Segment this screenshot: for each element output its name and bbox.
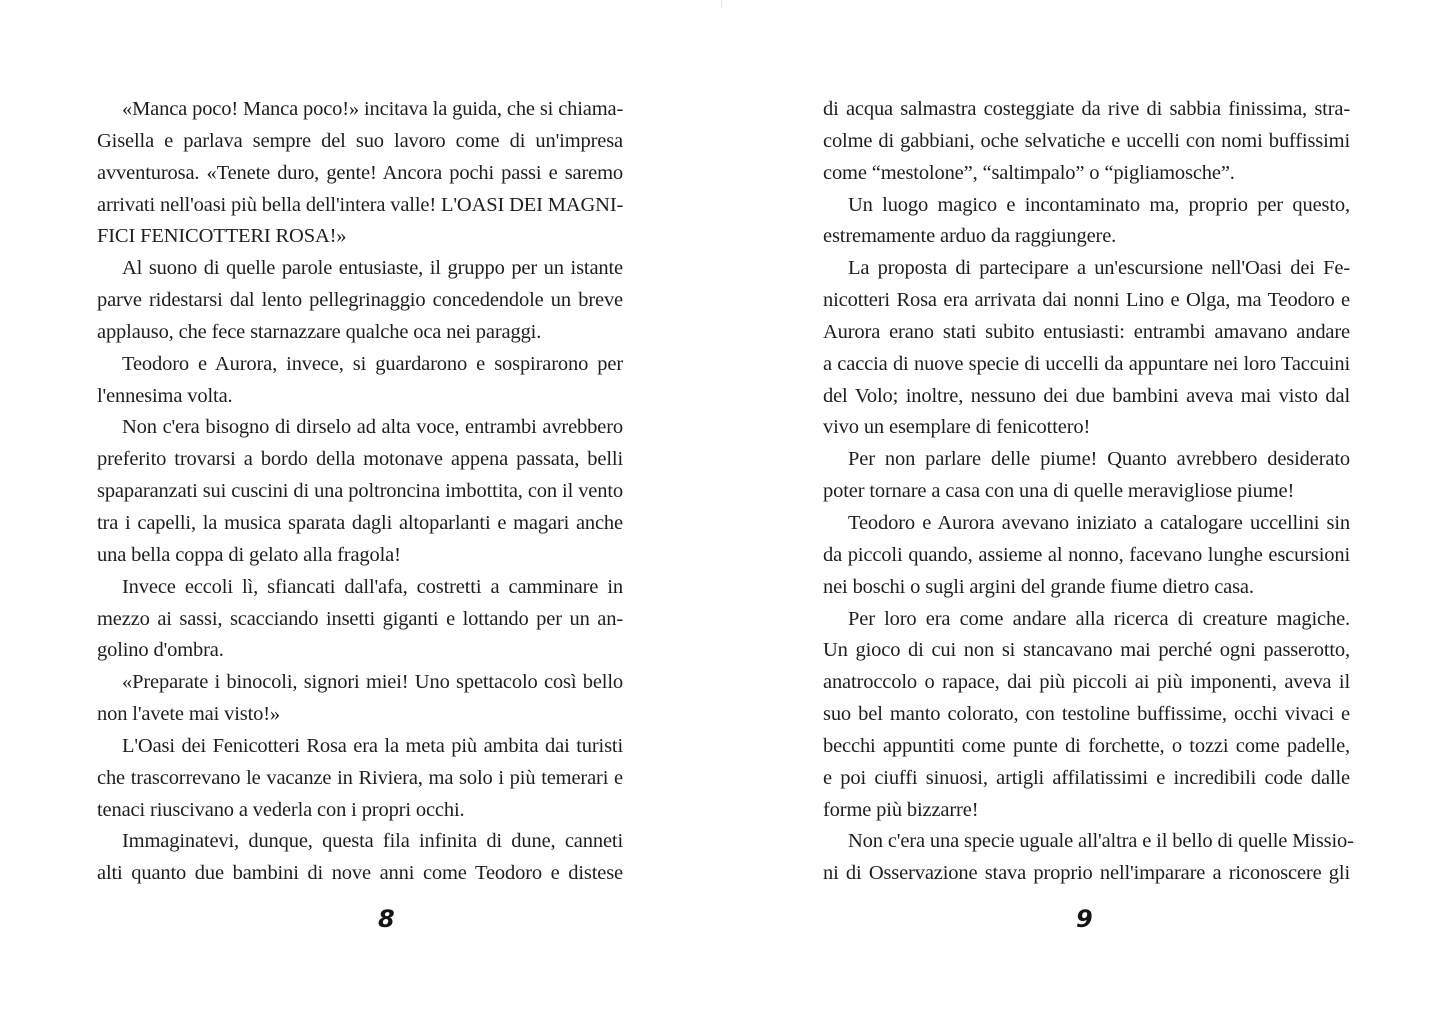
text-line: Per loro era come andare alla ricerca di creature magiche. (848, 607, 1350, 630)
text-line: del Volo; inoltre, nessuno dei due bambini aveva mai visto dal (823, 384, 1350, 407)
text-line: preferito trovarsi a bordo della motonave appena passata, belli (97, 448, 623, 471)
text-line: Aurora erano stati subito entusiasti: entrambi amavano andare (823, 320, 1350, 343)
text-line: spaparanzati sui cuscini di una poltroncina imbottita, con il vento (97, 480, 623, 503)
text-line: da piccoli quando, assieme al nonno, facevano lunghe escursioni (823, 543, 1350, 566)
right-page-text (823, 94, 1354, 890)
text-line: ni di Osservazione stava proprio nell'imparare a riconoscere gli (823, 862, 1350, 885)
text-line: Non c'era bisogno di dirselo ad alta voce, entrambi avrebbero (122, 416, 623, 439)
text-line: Un gioco di cui non si stancavano mai perché ogni passerotto, (823, 639, 1350, 662)
text-line: L'Oasi dei Fenicotteri Rosa era la meta più ambita dai turisti (122, 734, 623, 757)
text-line: La proposta di partecipare a un'escursione nell'Oasi dei Fe- (848, 257, 1350, 280)
text-line: applauso, che fece starnazzare qualche oca nei paraggi. (97, 320, 542, 343)
text-line: Immaginatevi, dunque, questa fila infinita di dune, canneti (122, 830, 623, 853)
text-line: Al suono di quelle parole entusiaste, il gruppo per un istante (122, 257, 623, 280)
text-line: Invece eccoli lì, sfiancati dall'afa, costretti a camminare in (122, 575, 623, 598)
text-line: alti quanto due bambini di nove anni come Teodoro e distese (97, 862, 623, 885)
text-line: poter tornare a casa con una di quelle meravigliose piume! (823, 480, 1295, 503)
text-line: come “mestolone”, “saltimpalo” o “pigliamosche”. (823, 161, 1235, 184)
right-page (722, 0, 1445, 1012)
text-line: «Manca poco! Manca poco!» incitava la guida, che si chiama- (122, 98, 624, 120)
text-line: Per non parlare delle piume! Quanto avrebbero desiderato (848, 448, 1350, 471)
text-line: becchi appuntiti come punte di forchette, o tozzi come padelle, (823, 734, 1350, 757)
text-line: avventurosa. «Tenete duro, gente! Ancora pochi passi e saremo (97, 161, 623, 184)
text-line: Un luogo magico e incontaminato ma, proprio per questo, (848, 193, 1350, 216)
left-page (0, 0, 722, 1012)
text-line: colme di gabbiani, oche selvatiche e uccelli con nomi buffissimi (823, 129, 1350, 152)
text-line: Teodoro e Aurora avevano iniziato a catalogare uccellini sin (848, 511, 1350, 534)
left-page-text (97, 94, 623, 890)
text-line: Teodoro e Aurora, invece, si guardarono e sospirarono per (122, 352, 623, 375)
text-line: e poi ciuffi sinuosi, artigli affilatissimi e incredibili code dalle (823, 766, 1350, 789)
text-line: forme più bizzarre! (823, 798, 979, 821)
text-line: golino d'ombra. (97, 639, 224, 662)
text-line: FICI FENICOTTERI ROSA!» (97, 225, 347, 248)
text-line: estremamente arduo da raggiungere. (823, 225, 1117, 248)
text-line: Non c'era una specie uguale all'altra e il bello di quelle Missio- (848, 830, 1354, 853)
page-number-right: 9 (1076, 905, 1093, 933)
text-line: suo bel manto colorato, con testoline buffissime, occhi vivaci e (823, 703, 1350, 726)
text-line: tenaci riuscivano a vederla con i propri occhi. (97, 798, 465, 821)
text-line: mezzo ai sassi, scacciando insetti giganti e lottando per un an- (97, 607, 623, 630)
text-line: che trascorrevano le vacanze in Riviera, ma solo i più temerari e (97, 766, 623, 789)
text-line: Gisella e parlava sempre del suo lavoro come di un'impresa (97, 129, 623, 152)
text-line: l'ennesima volta. (97, 384, 233, 407)
page-number-left: 8 (378, 905, 395, 933)
text-line: nei boschi o sugli argini del grande fiume dietro casa. (823, 575, 1254, 598)
text-line: tra i capelli, la musica sparata dagli altoparlanti e magari anche (97, 511, 623, 534)
text-line: parve ridestarsi dal lento pellegrinaggio concedendole un breve (97, 289, 623, 312)
text-line: nicotteri Rosa era arrivata dai nonni Lino e Olga, ma Teodoro e (823, 289, 1350, 312)
text-line: non l'avete mai visto!» (97, 703, 280, 726)
text-line: vivo un esemplare di fenicottero! (823, 416, 1091, 439)
text-line: a caccia di nuove specie di uccelli da appuntare nei loro Taccuini (823, 352, 1350, 375)
text-line: anatroccolo o rapace, dai più piccoli ai più imponenti, aveva il (823, 671, 1350, 694)
text-line: arrivati nell'oasi più bella dell'intera valle! L'OASI DEI MAGNI- (97, 193, 624, 216)
text-line: di acqua salmastra costeggiate da rive di sabbia finissima, stra- (823, 98, 1350, 120)
text-line: una bella coppa di gelato alla fragola! (97, 543, 401, 566)
text-line: «Preparate i binocoli, signori miei! Uno spettacolo così bello (122, 671, 623, 694)
